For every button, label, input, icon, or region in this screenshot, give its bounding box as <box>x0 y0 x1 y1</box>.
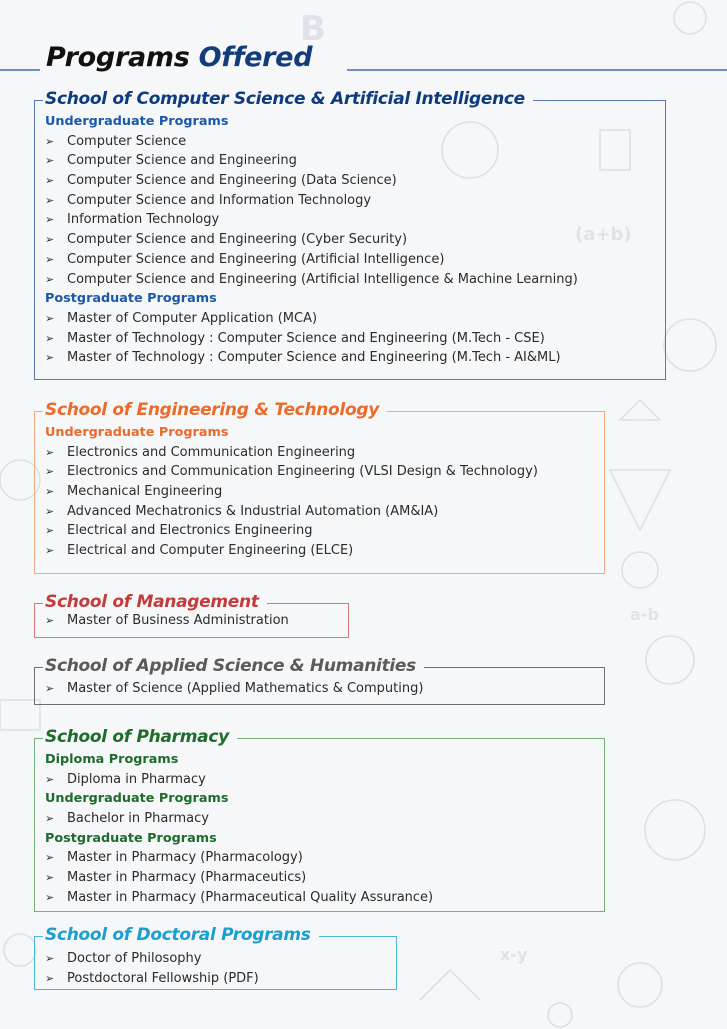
list-item <box>45 270 661 290</box>
program-name: Electrical and Electronics Engineering <box>67 523 313 539</box>
arrow-bullet-icon: ➢ <box>45 252 55 266</box>
list-item <box>45 132 661 152</box>
list-item <box>45 151 661 171</box>
section-title: School of Engineering & Technology <box>45 400 379 420</box>
arrow-bullet-icon: ➢ <box>45 174 55 188</box>
arrow-bullet-icon: ➢ <box>45 485 55 499</box>
program-name: Master in Pharmacy (Pharmacology) <box>67 850 303 866</box>
list-item <box>45 482 600 502</box>
arrow-bullet-icon: ➢ <box>45 851 55 865</box>
list-item <box>45 210 661 230</box>
arrow-bullet-icon: ➢ <box>45 311 55 325</box>
arrow-bullet-icon: ➢ <box>45 772 55 786</box>
section-header <box>43 655 424 677</box>
page-title-part1: Programs <box>46 42 190 73</box>
section-title: School of Applied Science & Humanities <box>45 656 416 676</box>
section-title: School of Doctoral Programs <box>45 925 311 945</box>
title-rule-right <box>347 69 727 71</box>
list-item <box>45 611 344 631</box>
arrow-bullet-icon: ➢ <box>45 952 55 965</box>
list-item <box>45 171 661 191</box>
section-title: School of Computer Science & Artificial Intelligence <box>45 89 525 109</box>
section-body <box>45 679 600 699</box>
arrow-bullet-icon: ➢ <box>45 524 55 538</box>
section-title: School of Management <box>45 592 259 612</box>
program-name: Master of Technology : Computer Science and Engineering (M.Tech - CSE) <box>67 330 545 346</box>
program-name: Master in Pharmacy (Pharmaceutics) <box>67 870 307 886</box>
svg-text:(a+b): (a+b) <box>575 224 632 245</box>
section-body <box>45 750 600 908</box>
list-item <box>45 462 600 482</box>
arrow-bullet-icon: ➢ <box>45 331 55 345</box>
section-computer-science <box>34 89 666 380</box>
section-body <box>45 112 661 368</box>
program-name: Electronics and Communication Engineering (VLSI Design & Technology) <box>67 464 538 480</box>
list-item <box>45 868 600 888</box>
list-item <box>45 191 661 211</box>
svg-text:x-y: x-y <box>500 945 528 964</box>
group-heading: Diploma Programs <box>45 752 179 767</box>
arrow-bullet-icon: ➢ <box>45 465 55 479</box>
arrow-bullet-icon: ➢ <box>45 233 55 247</box>
program-name: Computer Science and Engineering (Artificial Intelligence) <box>67 251 445 267</box>
section-title: School of Pharmacy <box>45 727 229 747</box>
program-name: Diploma in Pharmacy <box>67 771 206 787</box>
section-applied-science <box>34 656 605 705</box>
section-header <box>43 726 237 748</box>
arrow-bullet-icon: ➢ <box>45 193 55 207</box>
program-name: Master of Technology : Computer Science and Engineering (M.Tech - AI&ML) <box>67 350 561 366</box>
list-item <box>45 888 600 908</box>
program-name: Bachelor in Pharmacy <box>67 811 209 827</box>
list-item <box>45 250 661 270</box>
list-item <box>45 770 600 790</box>
program-name: Computer Science and Engineering (Artificial Intelligence & Machine Learning) <box>67 271 578 287</box>
section-header <box>43 591 267 613</box>
section-management <box>34 592 349 638</box>
list-item <box>45 309 661 329</box>
list-item <box>45 230 661 250</box>
arrow-bullet-icon: ➢ <box>45 971 55 985</box>
list-item <box>45 679 600 699</box>
section-header <box>43 399 387 421</box>
list-item <box>45 443 600 463</box>
group-heading: Postgraduate Programs <box>45 291 217 307</box>
list-item <box>45 848 600 868</box>
svg-text:B: B <box>300 9 326 49</box>
section-body <box>45 611 344 631</box>
arrow-bullet-icon: ➢ <box>45 504 55 518</box>
program-name: Doctor of Philosophy <box>67 951 202 966</box>
section-pharmacy <box>34 727 605 912</box>
program-name: Computer Science and Engineering (Cyber Security) <box>67 232 408 248</box>
list-item <box>45 329 661 349</box>
program-name: Mechanical Engineering <box>67 484 223 500</box>
arrow-bullet-icon: ➢ <box>45 871 55 885</box>
arrow-bullet-icon: ➢ <box>45 544 55 558</box>
list-item <box>45 949 392 969</box>
page-title-part2: Offered <box>198 42 313 73</box>
section-body <box>45 423 600 561</box>
list-item <box>45 541 600 561</box>
section-header <box>43 88 533 110</box>
arrow-bullet-icon: ➢ <box>45 272 55 286</box>
arrow-bullet-icon: ➢ <box>45 812 55 826</box>
program-name: Information Technology <box>67 212 220 228</box>
program-name: Computer Science and Information Technology <box>67 192 372 208</box>
program-name: Computer Science and Engineering <box>67 153 297 169</box>
arrow-bullet-icon: ➢ <box>45 890 55 904</box>
list-item <box>45 502 600 522</box>
arrow-bullet-icon: ➢ <box>45 351 55 365</box>
program-name: Postdoctoral Fellowship (PDF) <box>67 970 259 986</box>
program-name: Master of Business Administration <box>67 613 289 628</box>
group-heading: Undergraduate Programs <box>45 791 229 807</box>
list-item <box>45 809 600 829</box>
program-name: Advanced Mechatronics & Industrial Automation (AM&IA) <box>67 503 439 519</box>
program-name: Master in Pharmacy (Pharmaceutical Quality Assurance) <box>67 889 434 905</box>
group-heading: Undergraduate Programs <box>45 425 229 440</box>
group-heading: Postgraduate Programs <box>45 830 217 846</box>
program-name: Electrical and Computer Engineering (ELCE) <box>67 543 354 559</box>
program-name: Computer Science and Engineering (Data Science) <box>67 173 397 189</box>
section-body <box>45 949 392 988</box>
section-engineering <box>34 400 605 574</box>
arrow-bullet-icon: ➢ <box>45 682 55 695</box>
section-doctoral <box>34 925 397 990</box>
program-name: Computer Science <box>67 133 187 149</box>
arrow-bullet-icon: ➢ <box>45 134 55 148</box>
arrow-bullet-icon: ➢ <box>45 213 55 227</box>
program-name: Electronics and Communication Engineering <box>67 444 356 460</box>
program-name: Master of Computer Application (MCA) <box>67 310 318 326</box>
group-heading: Undergraduate Programs <box>45 114 229 129</box>
svg-text:a-b: a-b <box>630 605 659 624</box>
list-item <box>45 521 600 541</box>
arrow-bullet-icon: ➢ <box>45 445 55 459</box>
title-rule-left <box>0 69 40 71</box>
section-header <box>43 924 319 946</box>
page-title <box>46 42 312 73</box>
program-name: Master of Science (Applied Mathematics & Computing) <box>67 681 424 696</box>
page-header <box>0 42 727 82</box>
list-item <box>45 969 392 989</box>
list-item <box>45 348 661 368</box>
arrow-bullet-icon: ➢ <box>45 614 55 627</box>
arrow-bullet-icon: ➢ <box>45 154 55 168</box>
